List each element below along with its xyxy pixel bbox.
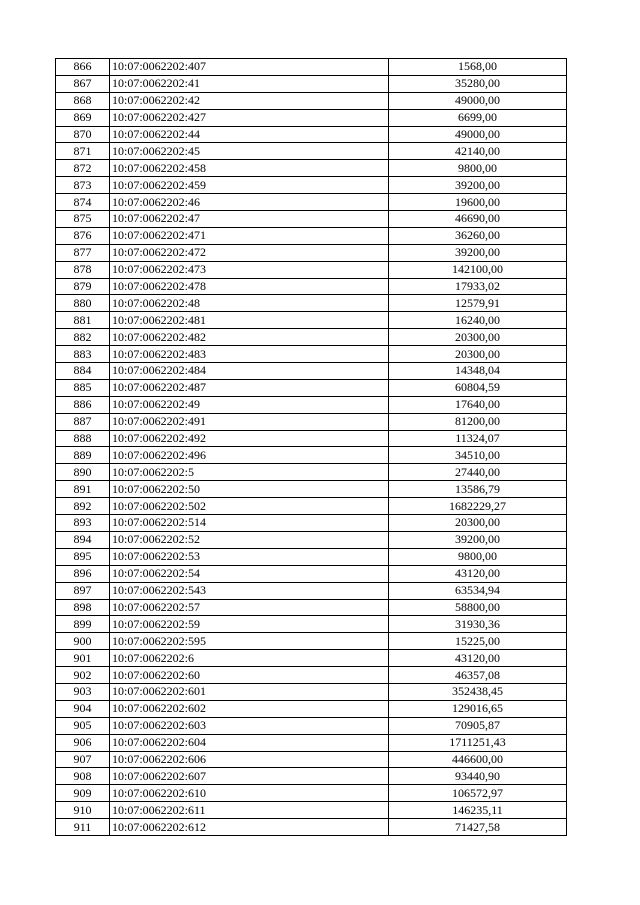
- row-number-cell: 888: [56, 430, 110, 447]
- value-cell: 1682229,27: [389, 498, 567, 515]
- row-number-cell: 898: [56, 599, 110, 616]
- cadastral-number-cell: 10:07:0062202:473: [110, 261, 389, 278]
- cadastral-number-cell: 10:07:0062202:482: [110, 329, 389, 346]
- value-cell: 36260,00: [389, 227, 567, 244]
- row-number-cell: 885: [56, 379, 110, 396]
- value-cell: 27440,00: [389, 464, 567, 481]
- value-cell: 9800,00: [389, 160, 567, 177]
- value-cell: 46690,00: [389, 211, 567, 228]
- value-cell: 13586,79: [389, 481, 567, 498]
- cadastral-number-cell: 10:07:0062202:46: [110, 194, 389, 211]
- table-row: [56, 261, 567, 278]
- value-cell: 35280,00: [389, 75, 567, 92]
- row-number-cell: 910: [56, 802, 110, 819]
- cadastral-number-cell: 10:07:0062202:601: [110, 683, 389, 700]
- table-row: [56, 363, 567, 380]
- row-number-cell: 886: [56, 396, 110, 413]
- cadastral-number-cell: 10:07:0062202:53: [110, 548, 389, 565]
- value-cell: 63534,94: [389, 582, 567, 599]
- row-number-cell: 884: [56, 363, 110, 380]
- row-number-cell: 871: [56, 143, 110, 160]
- table-row: [56, 92, 567, 109]
- value-cell: 46357,08: [389, 667, 567, 684]
- cadastral-number-cell: 10:07:0062202:603: [110, 717, 389, 734]
- table-row: [56, 734, 567, 751]
- value-cell: 70905,87: [389, 717, 567, 734]
- row-number-cell: 895: [56, 548, 110, 565]
- cadastral-value-table: [55, 58, 567, 836]
- cadastral-number-cell: 10:07:0062202:610: [110, 785, 389, 802]
- row-number-cell: 891: [56, 481, 110, 498]
- value-cell: 19600,00: [389, 194, 567, 211]
- value-cell: 17933,02: [389, 278, 567, 295]
- row-number-cell: 869: [56, 109, 110, 126]
- row-number-cell: 887: [56, 413, 110, 430]
- cadastral-number-cell: 10:07:0062202:514: [110, 515, 389, 532]
- table-row: [56, 481, 567, 498]
- row-number-cell: 907: [56, 751, 110, 768]
- row-number-cell: 899: [56, 616, 110, 633]
- cadastral-number-cell: 10:07:0062202:54: [110, 565, 389, 582]
- value-cell: 352438,45: [389, 683, 567, 700]
- cadastral-number-cell: 10:07:0062202:478: [110, 278, 389, 295]
- value-cell: 146235,11: [389, 802, 567, 819]
- value-cell: 43120,00: [389, 565, 567, 582]
- cadastral-number-cell: 10:07:0062202:47: [110, 211, 389, 228]
- table-row: [56, 616, 567, 633]
- table-row: [56, 177, 567, 194]
- row-number-cell: 870: [56, 126, 110, 143]
- row-number-cell: 892: [56, 498, 110, 515]
- table-row: [56, 633, 567, 650]
- table-row: [56, 109, 567, 126]
- value-cell: 42140,00: [389, 143, 567, 160]
- cadastral-number-cell: 10:07:0062202:496: [110, 447, 389, 464]
- value-cell: 43120,00: [389, 650, 567, 667]
- cadastral-number-cell: 10:07:0062202:484: [110, 363, 389, 380]
- table-row: [56, 329, 567, 346]
- row-number-cell: 902: [56, 667, 110, 684]
- cadastral-number-cell: 10:07:0062202:607: [110, 768, 389, 785]
- table-row: [56, 667, 567, 684]
- table-row: [56, 59, 567, 76]
- cadastral-number-cell: 10:07:0062202:481: [110, 312, 389, 329]
- cadastral-number-cell: 10:07:0062202:459: [110, 177, 389, 194]
- table-row: [56, 785, 567, 802]
- row-number-cell: 896: [56, 565, 110, 582]
- row-number-cell: 882: [56, 329, 110, 346]
- row-number-cell: 904: [56, 700, 110, 717]
- value-cell: 12579,91: [389, 295, 567, 312]
- cadastral-number-cell: 10:07:0062202:602: [110, 700, 389, 717]
- cadastral-number-cell: 10:07:0062202:41: [110, 75, 389, 92]
- cadastral-number-cell: 10:07:0062202:50: [110, 481, 389, 498]
- table-row: [56, 700, 567, 717]
- value-cell: 11324,07: [389, 430, 567, 447]
- row-number-cell: 900: [56, 633, 110, 650]
- table-row: [56, 802, 567, 819]
- row-number-cell: 889: [56, 447, 110, 464]
- table-row: [56, 75, 567, 92]
- cadastral-number-cell: 10:07:0062202:492: [110, 430, 389, 447]
- cadastral-number-cell: 10:07:0062202:543: [110, 582, 389, 599]
- value-cell: 20300,00: [389, 329, 567, 346]
- cadastral-number-cell: 10:07:0062202:471: [110, 227, 389, 244]
- cadastral-number-cell: 10:07:0062202:611: [110, 802, 389, 819]
- row-number-cell: 905: [56, 717, 110, 734]
- row-number-cell: 903: [56, 683, 110, 700]
- table-row: [56, 464, 567, 481]
- value-cell: 71427,58: [389, 819, 567, 836]
- value-cell: 17640,00: [389, 396, 567, 413]
- table-row: [56, 548, 567, 565]
- row-number-cell: 911: [56, 819, 110, 836]
- cadastral-number-cell: 10:07:0062202:487: [110, 379, 389, 396]
- table-row: [56, 312, 567, 329]
- row-number-cell: 883: [56, 346, 110, 363]
- value-cell: 142100,00: [389, 261, 567, 278]
- table-row: [56, 295, 567, 312]
- row-number-cell: 876: [56, 227, 110, 244]
- value-cell: 6699,00: [389, 109, 567, 126]
- row-number-cell: 893: [56, 515, 110, 532]
- value-cell: 60804,59: [389, 379, 567, 396]
- cadastral-number-cell: 10:07:0062202:59: [110, 616, 389, 633]
- value-cell: 39200,00: [389, 244, 567, 261]
- value-cell: 58800,00: [389, 599, 567, 616]
- value-cell: 129016,65: [389, 700, 567, 717]
- value-cell: 39200,00: [389, 177, 567, 194]
- cadastral-number-cell: 10:07:0062202:407: [110, 59, 389, 76]
- cadastral-number-cell: 10:07:0062202:6: [110, 650, 389, 667]
- table-row: [56, 430, 567, 447]
- table-row: [56, 126, 567, 143]
- value-cell: 31930,36: [389, 616, 567, 633]
- row-number-cell: 880: [56, 295, 110, 312]
- table-row: [56, 565, 567, 582]
- value-cell: 16240,00: [389, 312, 567, 329]
- value-cell: 49000,00: [389, 126, 567, 143]
- value-cell: 93440,90: [389, 768, 567, 785]
- row-number-cell: 873: [56, 177, 110, 194]
- value-cell: 1711251,43: [389, 734, 567, 751]
- cadastral-number-cell: 10:07:0062202:52: [110, 531, 389, 548]
- cadastral-number-cell: 10:07:0062202:502: [110, 498, 389, 515]
- value-cell: 20300,00: [389, 515, 567, 532]
- row-number-cell: 877: [56, 244, 110, 261]
- row-number-cell: 875: [56, 211, 110, 228]
- cadastral-number-cell: 10:07:0062202:427: [110, 109, 389, 126]
- cadastral-number-cell: 10:07:0062202:44: [110, 126, 389, 143]
- row-number-cell: 897: [56, 582, 110, 599]
- table-row: [56, 143, 567, 160]
- value-cell: 15225,00: [389, 633, 567, 650]
- cadastral-number-cell: 10:07:0062202:458: [110, 160, 389, 177]
- value-cell: 14348,04: [389, 363, 567, 380]
- value-cell: 1568,00: [389, 59, 567, 76]
- table-row: [56, 751, 567, 768]
- cadastral-number-cell: 10:07:0062202:48: [110, 295, 389, 312]
- table-row: [56, 396, 567, 413]
- value-cell: 106572,97: [389, 785, 567, 802]
- value-cell: 39200,00: [389, 531, 567, 548]
- table-row: [56, 194, 567, 211]
- row-number-cell: 874: [56, 194, 110, 211]
- table-row: [56, 650, 567, 667]
- table-row: [56, 717, 567, 734]
- table-row: [56, 515, 567, 532]
- row-number-cell: 866: [56, 59, 110, 76]
- cadastral-number-cell: 10:07:0062202:595: [110, 633, 389, 650]
- cadastral-number-cell: 10:07:0062202:57: [110, 599, 389, 616]
- table-row: [56, 768, 567, 785]
- row-number-cell: 878: [56, 261, 110, 278]
- table-row: [56, 582, 567, 599]
- row-number-cell: 890: [56, 464, 110, 481]
- table-row: [56, 346, 567, 363]
- table-row: [56, 160, 567, 177]
- table-row: [56, 683, 567, 700]
- cadastral-number-cell: 10:07:0062202:606: [110, 751, 389, 768]
- table-row: [56, 211, 567, 228]
- value-cell: 49000,00: [389, 92, 567, 109]
- cadastral-number-cell: 10:07:0062202:45: [110, 143, 389, 160]
- table-row: [56, 278, 567, 295]
- row-number-cell: 881: [56, 312, 110, 329]
- table-row: [56, 599, 567, 616]
- table-row: [56, 413, 567, 430]
- value-cell: 9800,00: [389, 548, 567, 565]
- row-number-cell: 879: [56, 278, 110, 295]
- row-number-cell: 906: [56, 734, 110, 751]
- value-cell: 81200,00: [389, 413, 567, 430]
- row-number-cell: 872: [56, 160, 110, 177]
- row-number-cell: 909: [56, 785, 110, 802]
- table-body: [56, 59, 567, 836]
- value-cell: 34510,00: [389, 447, 567, 464]
- value-cell: 20300,00: [389, 346, 567, 363]
- row-number-cell: 868: [56, 92, 110, 109]
- value-cell: 446600,00: [389, 751, 567, 768]
- row-number-cell: 901: [56, 650, 110, 667]
- table-row: [56, 531, 567, 548]
- row-number-cell: 867: [56, 75, 110, 92]
- cadastral-number-cell: 10:07:0062202:49: [110, 396, 389, 413]
- cadastral-number-cell: 10:07:0062202:483: [110, 346, 389, 363]
- cadastral-number-cell: 10:07:0062202:472: [110, 244, 389, 261]
- cadastral-number-cell: 10:07:0062202:491: [110, 413, 389, 430]
- table-row: [56, 379, 567, 396]
- row-number-cell: 894: [56, 531, 110, 548]
- table-row: [56, 227, 567, 244]
- table-row: [56, 498, 567, 515]
- cadastral-number-cell: 10:07:0062202:604: [110, 734, 389, 751]
- row-number-cell: 908: [56, 768, 110, 785]
- table-row: [56, 819, 567, 836]
- cadastral-number-cell: 10:07:0062202:60: [110, 667, 389, 684]
- table-row: [56, 244, 567, 261]
- cadastral-number-cell: 10:07:0062202:612: [110, 819, 389, 836]
- table-row: [56, 447, 567, 464]
- cadastral-number-cell: 10:07:0062202:42: [110, 92, 389, 109]
- cadastral-number-cell: 10:07:0062202:5: [110, 464, 389, 481]
